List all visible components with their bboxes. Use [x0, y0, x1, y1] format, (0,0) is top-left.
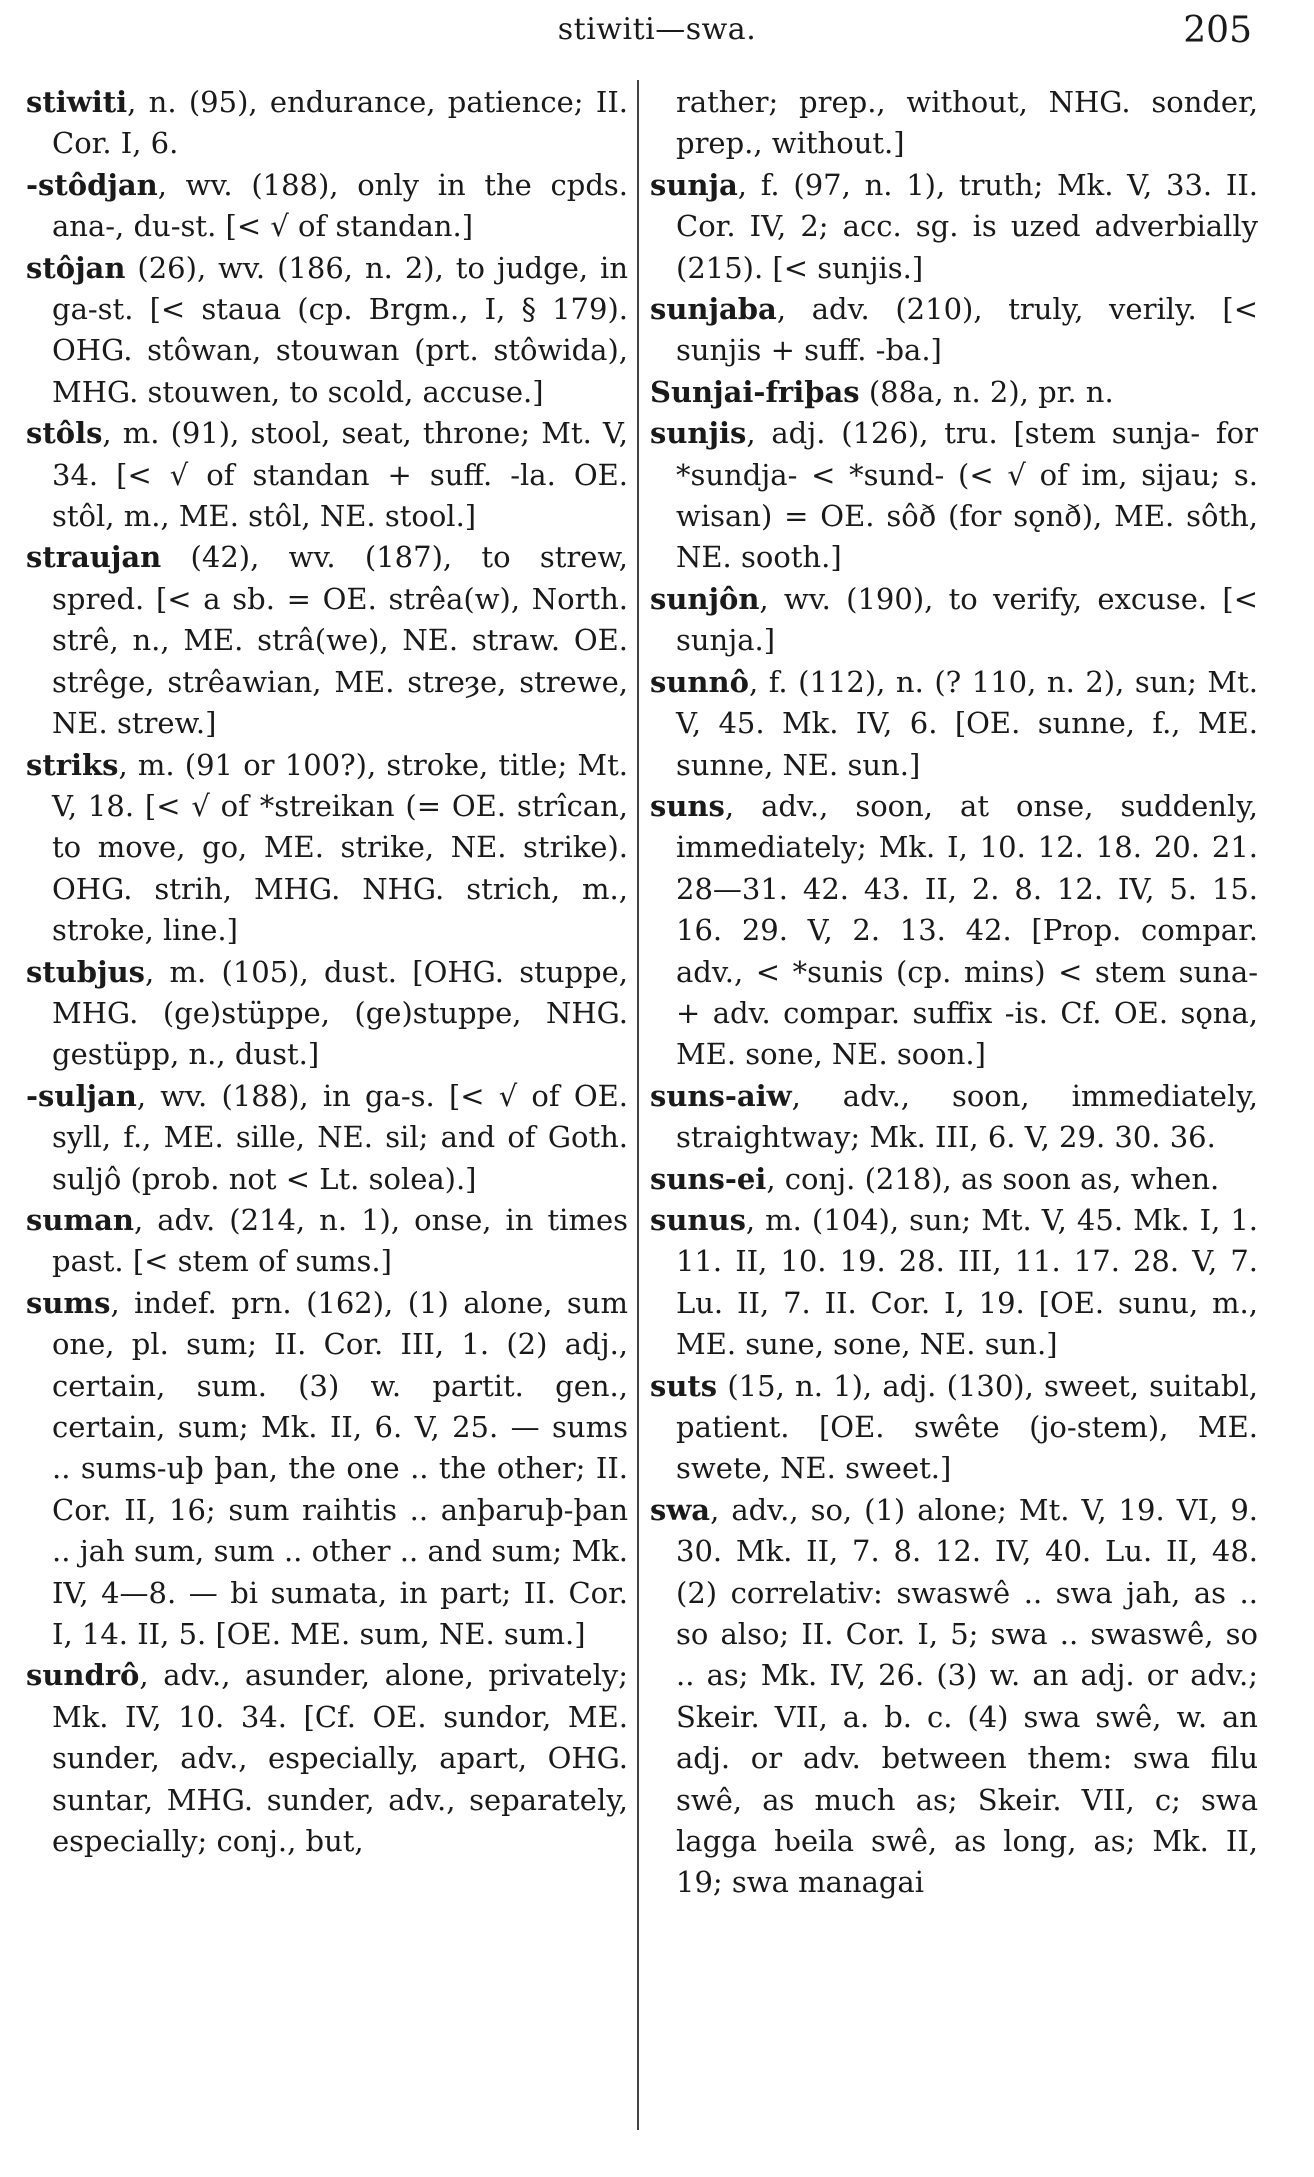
headword: suman [26, 1202, 134, 1237]
headword: sums [26, 1285, 111, 1320]
dictionary-entry: sunus, m. (104), sun; Mt. V, 45. Mk. I, 1. 11. II, 10. 19. 28. III, 11. 17. 28. V, 7. Lu. II, 7. II. Cor. I, 19. [OE. sunu, m., ME. sune, sone, NE. sun.] [650, 1202, 1258, 1362]
headword: suns [650, 788, 725, 823]
right-column [650, 82, 1258, 2152]
dictionary-entry: striks, m. (91 or 100?), stroke, title; Mt. V, 18. [< √ of *streikan (= OE. strîcan, to move, go, ME. strike, NE. strike). OHG. strih, MHG. NHG. strich, m., stroke, line.] [26, 747, 628, 948]
dictionary-entry-continuation: rather; prep., without, NHG. sonder, prep., without.] [676, 85, 1258, 161]
headword: sunja [650, 167, 738, 202]
headword: suts [650, 1368, 718, 1403]
headword: sunjaba [650, 292, 777, 327]
dictionary-entry: -stôdjan, wv. (188), only in the cpds. ana-, du-st. [< √ of standan.] [26, 167, 628, 244]
headword: -suljan [26, 1078, 137, 1113]
dictionary-entry: stôjan (26), wv. (186, n. 2), to judge, in ga-st. [< staua (cp. Brgm., I, § 179). OHG. stôwan, stouwan (prt. stôwida), MHG. stouwen, to scold, accuse.] [26, 250, 628, 409]
headword: sundrô [26, 1658, 140, 1693]
column-divider [637, 80, 639, 2130]
headword: stubjus [26, 954, 145, 989]
dictionary-entry: sundrô, adv., asunder, alone, privately; Mk. IV, 10. 34. [Cf. OE. sundor, ME. sunder, adv., especially, apart, OHG. suntar, MHG. sunder, adv., separately, especially; conj., but, [26, 1658, 628, 1859]
dictionary-entry: sums, indef. prn. (162), (1) alone, sum one, pl. sum; II. Cor. III, 1. (2) adj., certain, sum. (3) w. partit. gen., certain, sum; Mk. II, 6. V, 25. — sums .. sums-uþ þan, the one .. the other; II. Cor. II, 16; sum raihtis .. anþaruþ-þan .. jah sum, sum .. other .. and sum; Mk. IV, 4—8. — bi sumata, in part; II. Cor. I, 14. II, 5. [OE. ME. sum, NE. sum.] [26, 1285, 628, 1652]
dictionary-entry: Sunjai-friþas (88a, n. 2), pr. n. [650, 374, 1114, 409]
headword: Sunjai-friþas [650, 374, 860, 409]
dictionary-entry: suts (15, n. 1), adj. (130), sweet, suitabl, patient. [OE. swête (jo-stem), ME. swete, NE. sweet.] [650, 1368, 1258, 1486]
headword: straujan [26, 540, 162, 575]
headword: suns-aiw [650, 1078, 792, 1113]
dictionary-entry: suns-ei, conj. (218), as soon as, when. [650, 1161, 1220, 1196]
dictionary-entry: straujan (42), wv. (187), to strew, spred. [< a sb. = OE. strêa(w), North. strê, n., ME. strâ(we), NE. straw. OE. strêge, strêawian, ME. streȝe, strewe, NE. strew.] [26, 540, 628, 741]
headword: sunjis [650, 416, 747, 451]
dictionary-entry: swa, adv., so, (1) alone; Mt. V, 19. VI, 9. 30. Mk. II, 7. 8. 12. IV, 40. Lu. II, 48. (2) correlativ: swaswê .. swa jah, as .. so also; II. Cor. I, 5; swa .. swaswê, so .. as; Mk. IV, 26. (3) w. an adj. or adv.; Skeir. VII, a. b. c. (4) swa swê, w. an adj. or adv. between them: swa filu swê, as much as; Skeir. VII, c; swa lagga ƕeila swê, as long, as; Mk. II, 19; swa managai [650, 1492, 1258, 1900]
page-header [0, 8, 1314, 52]
left-column [26, 82, 628, 2152]
dictionary-entry: stôls, m. (91), stool, seat, throne; Mt. V, 34. [< √ of standan + suff. -la. OE. stôl, m., ME. stôl, NE. stool.] [26, 416, 628, 534]
page-number: 205 [1183, 10, 1252, 51]
headword: sunjôn [650, 581, 760, 616]
dictionary-entry: suman, adv. (214, n. 1), onse, in times past. [< stem of sums.] [26, 1202, 628, 1279]
headword: swa [650, 1492, 711, 1527]
headword: stôls [26, 416, 103, 451]
headword: -stôdjan [26, 167, 158, 202]
headword: sunnô [650, 664, 749, 699]
dictionary-entry: stubjus, m. (105), dust. [OHG. stuppe, MHG. (ge)stüppe, (ge)stuppe, NHG. gestüpp, n., dust.] [26, 954, 628, 1072]
dictionary-entry: sunjôn, wv. (190), to verify, excuse. [< sunja.] [650, 581, 1258, 658]
dictionary-entry: suns, adv., soon, at onse, suddenly, immediately; Mk. I, 10. 12. 18. 20. 21. 28—31. 42. 43. II, 2. 8. 12. IV, 5. 15. 16. 29. V, 2. 13. 42. [Prop. compar. adv., < *sunis (cp. mins) < stem suna- + adv. compar. suffix -is. Cf. OE. sǫna, ME. sone, NE. soon.] [650, 788, 1258, 1072]
dictionary-entry: sunja, f. (97, n. 1), truth; Mk. V, 33. II. Cor. IV, 2; acc. sg. is uzed adverbially (215). [< sunjis.] [650, 167, 1258, 285]
dictionary-entry: sunjis, adj. (126), tru. [stem sunja- for *sundja- < *sund- (< √ of im, sijau; s. wisan) = OE. sôð (for sǫnð), ME. sôth, NE. sooth.] [650, 416, 1258, 575]
dictionary-entry: sunjaba, adv. (210), truly, verily. [< sunjis + suff. -ba.] [650, 292, 1258, 368]
headword: suns-ei [650, 1161, 767, 1196]
headword: striks [26, 747, 119, 782]
headword: stiwiti [26, 85, 128, 119]
headword: sunus [650, 1202, 746, 1237]
dictionary-entry: stiwiti, n. (95), endurance, patience; II. Cor. I, 6. [26, 85, 628, 161]
dictionary-entry: suns-aiw, adv., soon, immediately, straightway; Mk. III, 6. V, 29. 30. 36. [650, 1078, 1258, 1155]
headword: stôjan [26, 250, 126, 285]
running-head: stiwiti—swa. [557, 12, 757, 47]
dictionary-entry: -suljan, wv. (188), in ga-s. [< √ of OE. syll, f., ME. sille, NE. sil; and of Goth. suljô (prob. not < Lt. solea).] [26, 1078, 628, 1196]
dictionary-entry: sunnô, f. (112), n. (? 110, n. 2), sun; Mt. V, 45. Mk. IV, 6. [OE. sunne, f., ME. sunne, NE. sun.] [650, 664, 1258, 782]
